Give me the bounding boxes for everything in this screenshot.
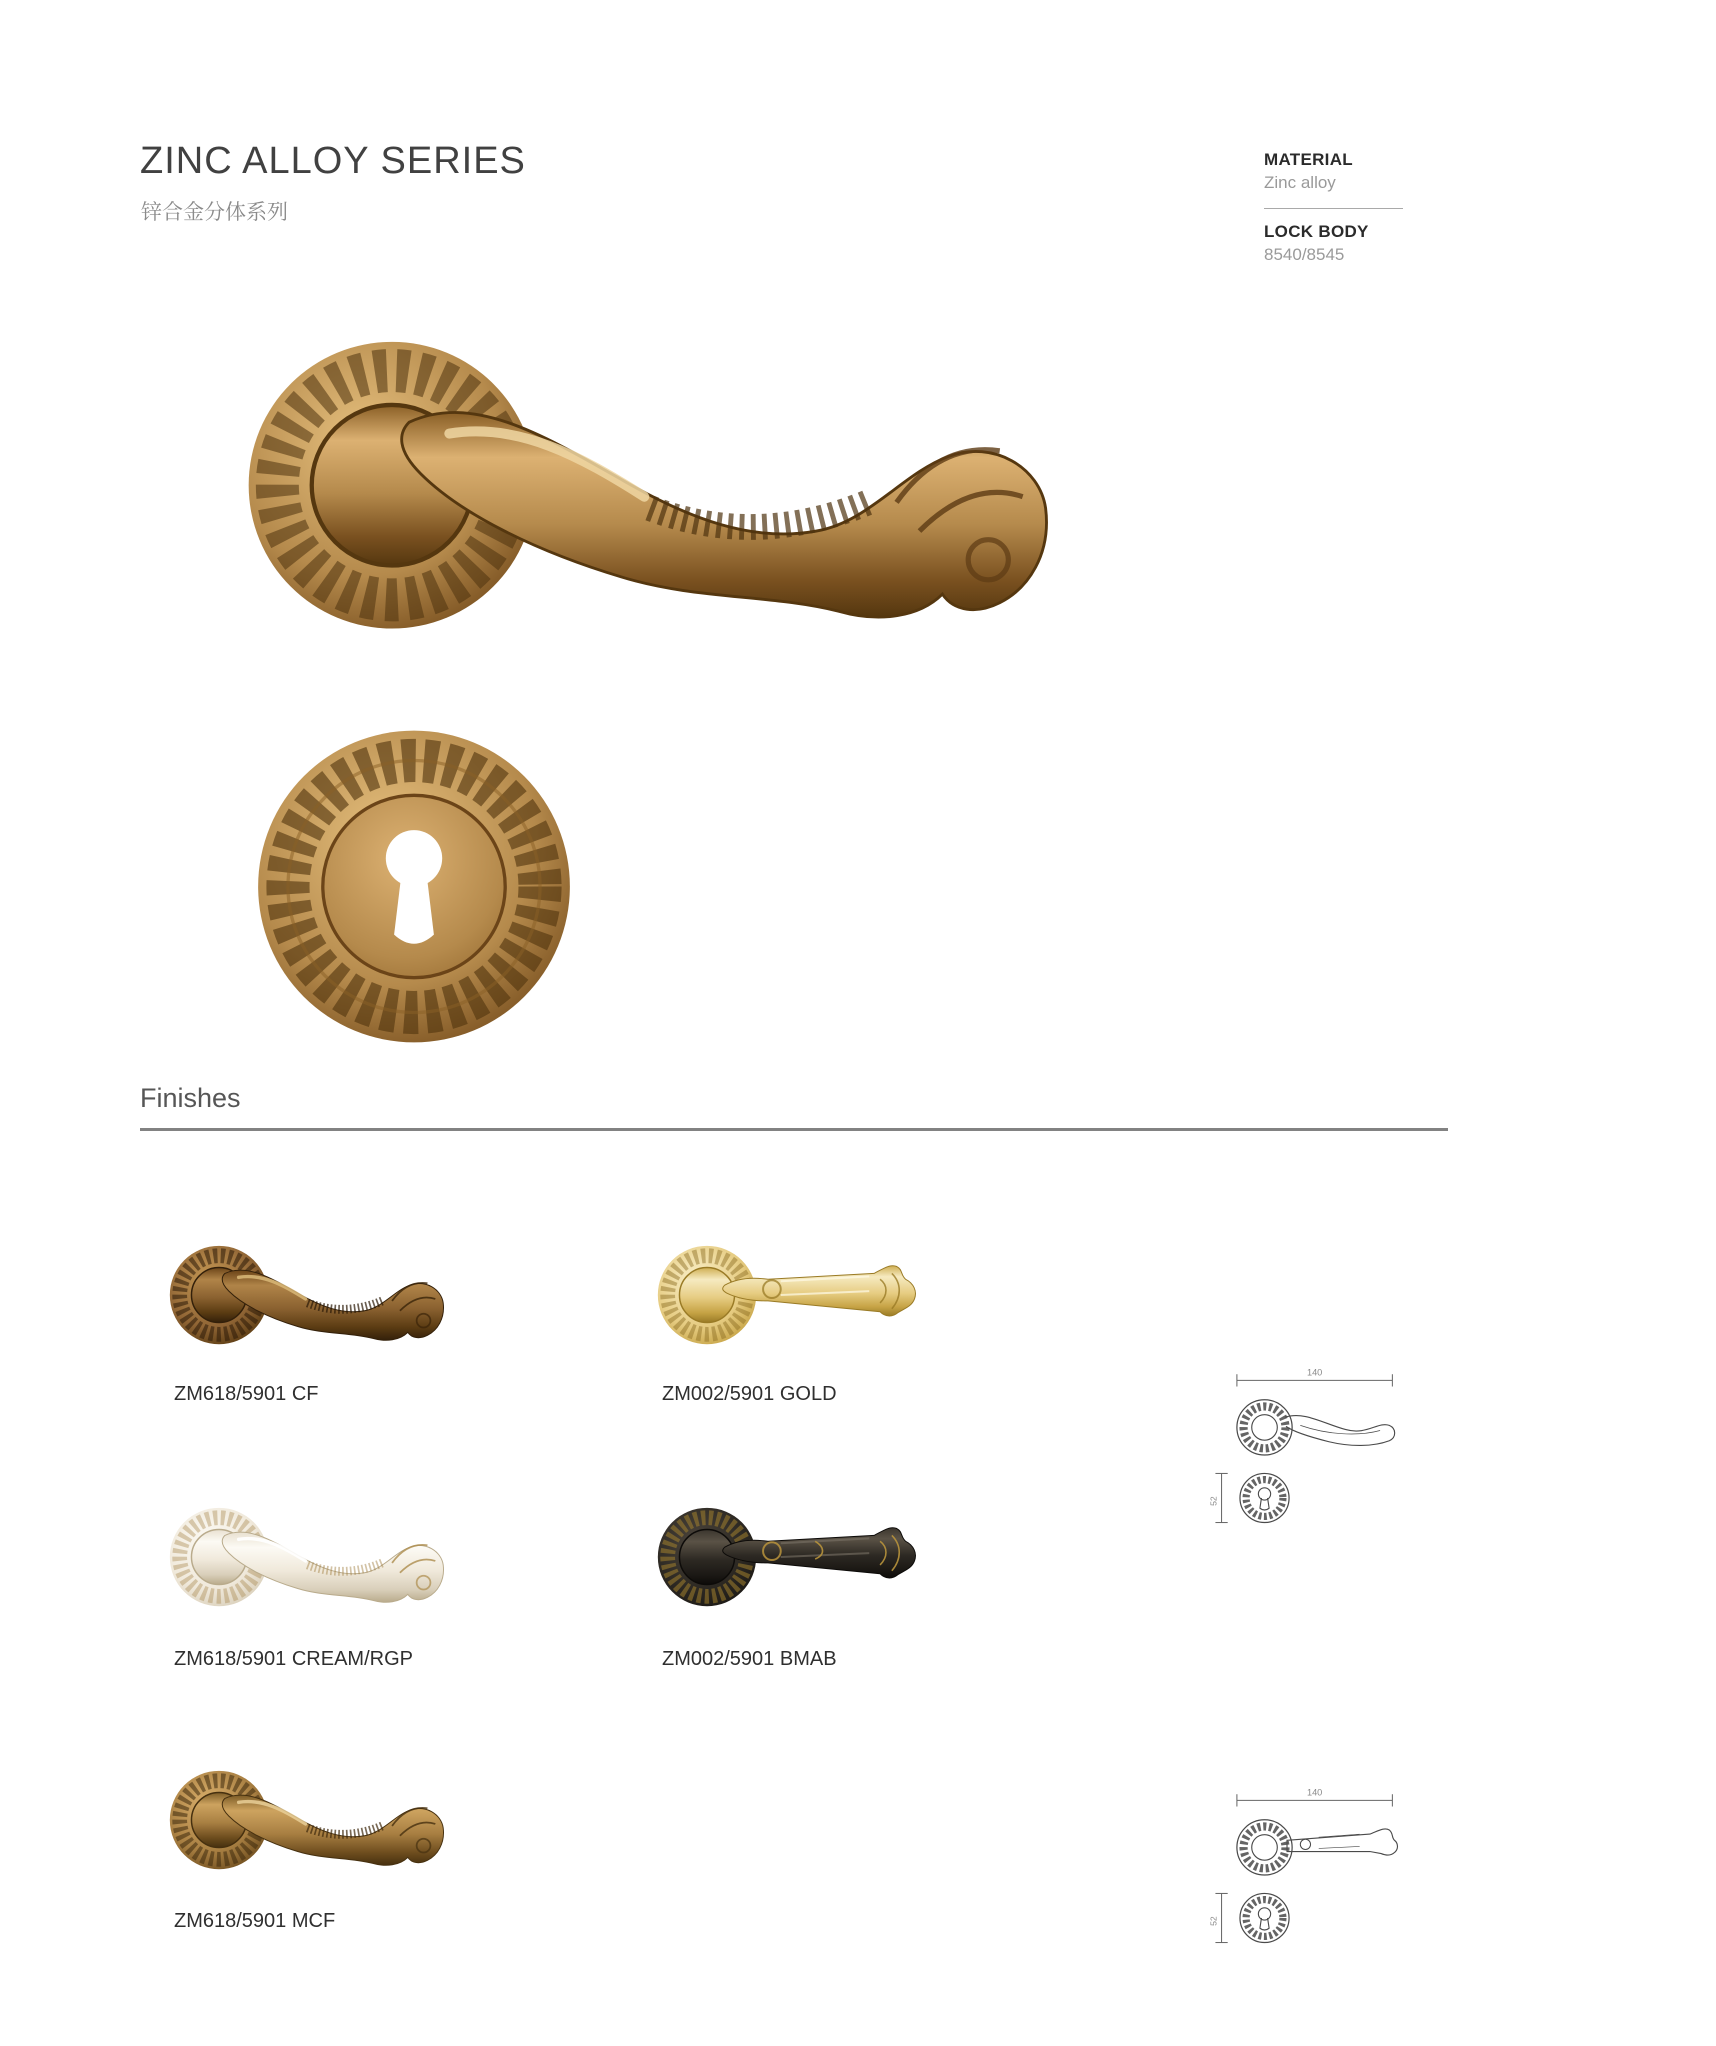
width-dimension-label: 140 (1306, 1787, 1323, 1798)
tech-drawing-zm002 (1206, 1784, 1411, 1963)
finish-thumbnail-image (648, 1492, 943, 1625)
finish-code-label: ZM618/5901 CREAM/RGP (174, 1648, 413, 1670)
page-title: ZINC ALLOY SERIES (140, 140, 526, 182)
lock-body-value: 8540/8545 (1264, 245, 1345, 264)
finish-item-zm618-cream-rgp (160, 1492, 490, 1671)
finish-thumbnail-image (648, 1230, 943, 1363)
height-dimension-label: 52 (1208, 1496, 1219, 1506)
keyhole-escutcheon-image (248, 724, 580, 1049)
hero-handle-image (220, 296, 1080, 683)
finish-item-zm002-gold (648, 1230, 978, 1406)
height-dimension-label: 52 (1208, 1916, 1219, 1926)
lock-body-label: LOCK BODY (1264, 222, 1369, 241)
finish-item-zm618-cf (160, 1230, 490, 1406)
finish-thumbnail-image (160, 1230, 455, 1363)
material-value: Zinc alloy (1264, 173, 1336, 192)
finish-item-zm618-mcf (160, 1755, 490, 1933)
finish-thumbnail-image (160, 1492, 455, 1625)
page-subtitle-cn: 锌合金分体系列 (141, 201, 288, 224)
finish-thumbnail-image (160, 1755, 455, 1888)
finish-code-label: ZM618/5901 MCF (174, 1910, 336, 1932)
width-dimension-label: 140 (1306, 1367, 1323, 1378)
spec-panel (1264, 150, 1414, 265)
finish-code-label: ZM618/5901 CF (174, 1383, 319, 1405)
finish-code-label: ZM002/5901 GOLD (662, 1383, 837, 1405)
material-label: MATERIAL (1264, 150, 1353, 169)
finish-item-zm002-bmab (648, 1492, 978, 1671)
finishes-divider (140, 1128, 1448, 1131)
finishes-heading: Finishes (140, 1083, 241, 1113)
tech-drawing-zm618 (1206, 1364, 1411, 1543)
finish-code-label: ZM002/5901 BMAB (662, 1648, 837, 1670)
spec-divider (1264, 208, 1403, 209)
